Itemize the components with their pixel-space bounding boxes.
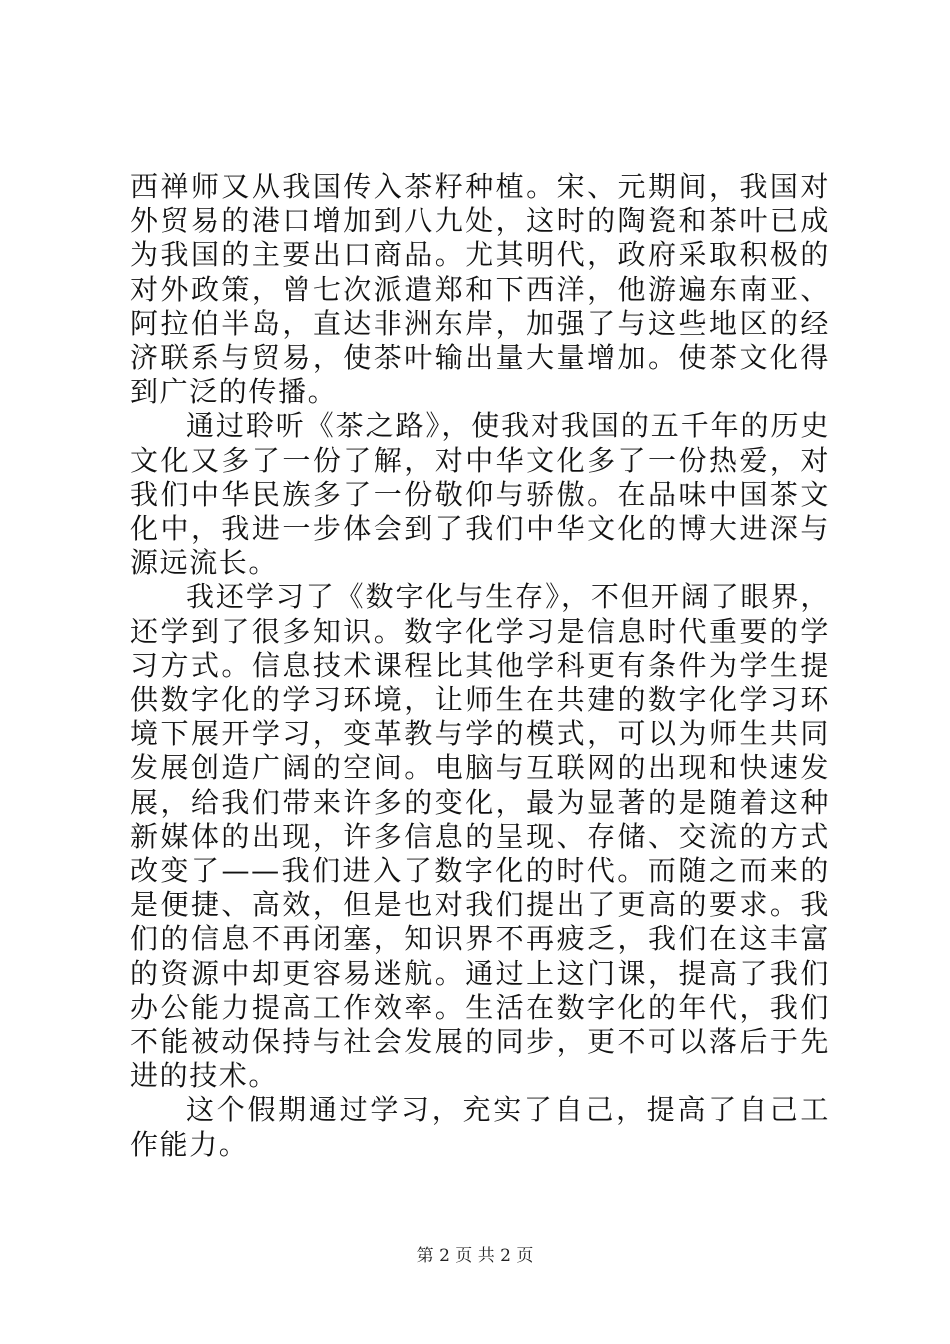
page-footer: 第 2 页 共 2 页 [416,1246,534,1266]
paragraph-2: 通过聆听《茶之路》，使我对我国的五千年的历史文化又多了一份了解，对中华文化多了一份热爱，对我们中华民族多了一份敬仰与骄傲。在品味中国茶文化中，我进一步体会到了我们中华文化的博大进深与源远流长。 [130,409,830,580]
paragraph-1: 西禅师又从我国传入茶籽种植。宋、元期间，我国对外贸易的港口增加到八九处，这时的陶瓷和茶叶已成为我国的主要出口商品。尤其明代，政府采取积极的对外政策，曾七次派遣郑和下西洋，他游遍东南亚、阿拉伯半岛，直达非洲东岸，加强了与这些地区的经济联系与贸易，使茶叶输出量大量增加。使茶文化得到广泛的传播。 [130,170,830,409]
paragraph-3: 我还学习了《数字化与生存》，不但开阔了眼界，还学到了很多知识。数字化学习是信息时代重要的学习方式。信息技术课程比其他学科更有条件为学生提供数字化的学习环境，让师生在共建的数字化学习环境下展开学习，变革教与学的模式，可以为师生共同发展创造广阔的空间。电脑与互联网的出现和快速发展，给我们带来许多的变化，最为显著的是随着这种新媒体的出现，许多信息的呈现、存储、交流的方式改变了——我们进入了数字化的时代。而随之而来的是便捷、高效，但是也对我们提出了更高的要求。我们的信息不再闭塞，知识界不再疲乏，我们在这丰富的资源中却更容易迷航。通过上这门课，提高了我们办公能力提高工作效率。生活在数字化的年代，我们不能被动保持与社会发展的同步，更不可以落后于先进的技术。 [130,580,830,1093]
body-text [130,170,830,1162]
paragraph-4: 这个假期通过学习，充实了自己，提高了自己工作能力。 [130,1093,830,1161]
